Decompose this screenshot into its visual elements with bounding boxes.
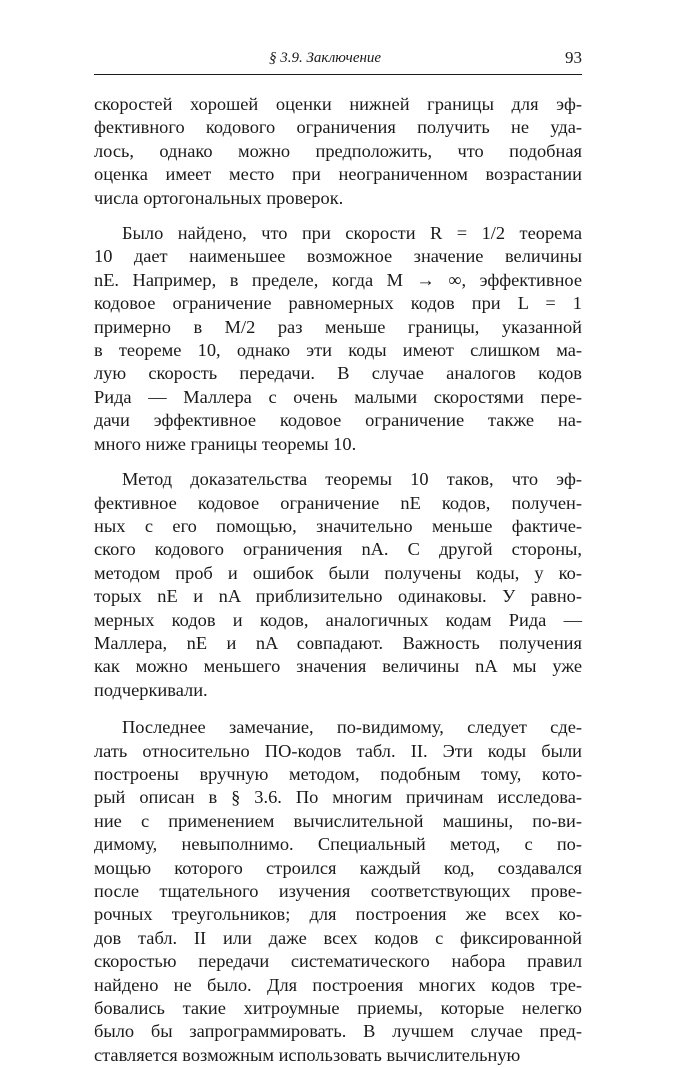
text-line: Было найдено, что при скорости R = 1/2 теорема xyxy=(122,223,582,244)
paragraph-gap xyxy=(94,456,582,468)
text-line: ных с его помощью, значительно меньше фактиче- xyxy=(94,515,582,536)
text-line: ставляется возможным использовать вычислительную xyxy=(94,1044,521,1065)
text-line: оценка имеет место при неограниченном возрастании xyxy=(94,164,582,185)
text-line: лую скорость передачи. В случае аналогов кодов xyxy=(94,363,582,384)
text-line: дов табл. II или даже всех кодов с фиксированной xyxy=(94,927,582,948)
text-line: построены вручную методом, подобным тому, кото- xyxy=(94,763,582,784)
text-line: в теореме 10, однако эти коды имеют слишком ма- xyxy=(94,340,582,361)
text-line: скоростью передачи систематического набора правил xyxy=(94,951,582,972)
running-head xyxy=(94,48,582,72)
text-line: nE. Например, в пределе, когда M → ∞, эффективное xyxy=(94,269,582,290)
text-line: рочных треугольников; для построения же всех ко- xyxy=(94,904,582,925)
paragraph xyxy=(94,716,582,1067)
text-line: после тщательного изучения соответствующих прове- xyxy=(94,881,582,901)
paragraph xyxy=(94,93,582,210)
text-line: было бы запрограммировать. В лучшем случае пред- xyxy=(94,1021,582,1042)
text-line: торых nE и nA приблизительно одинаковы. У равно- xyxy=(94,586,582,607)
paragraph xyxy=(94,222,582,456)
text-line: как можно меньшего значения величины nA мы уже xyxy=(94,656,582,677)
text-line: Последнее замечание, по-видимому, следует сде- xyxy=(122,717,582,738)
text-line: ского кодового ограничения nA. С другой стороны, xyxy=(94,539,582,560)
text-line: лось, однако можно предположить, что подобная xyxy=(94,140,582,161)
text-line: кодовое ограничение равномерных кодов при L = 1 xyxy=(94,293,582,314)
text-line: бовались такие хитроумные приемы, которые нелегко xyxy=(94,998,582,1019)
text-line: мощью которого строился каждый код, создавался xyxy=(94,857,582,878)
text-line: фективного кодового ограничения получить не уда- xyxy=(94,117,582,138)
text-line: много ниже границы теоремы 10. xyxy=(94,433,357,454)
text-line: методом проб и ошибок были получены коды, у ко- xyxy=(94,562,582,583)
book-page xyxy=(94,48,582,1067)
text-line: ние с применением вычислительной машины, по-ви- xyxy=(94,810,582,831)
text-line: примерно в M/2 раз меньше границы, указанной xyxy=(94,316,582,337)
text-line: числа ортогональных проверок. xyxy=(94,187,344,208)
text-line: фективное кодовое ограничение nE кодов, получен- xyxy=(94,492,582,513)
text-line: димому, невыполнимо. Специальный метод, с по- xyxy=(94,834,582,855)
body-text xyxy=(94,93,582,1067)
text-line: 10 дает наименьшее возможное значение величины xyxy=(94,246,582,267)
text-line: лать относительно ПО-кодов табл. II. Эти коды были xyxy=(94,740,582,761)
text-line: Рида — Маллера с очень малыми скоростями пере- xyxy=(94,386,582,407)
paragraph-gap xyxy=(94,210,582,222)
text-line: рый описан в § 3.6. По многим причинам исследова- xyxy=(94,787,582,808)
text-line: найдено не было. Для построения многих кодов тре- xyxy=(94,974,582,995)
text-line: мерных кодов и кодов, аналогичных кодам Рида — xyxy=(94,609,582,630)
text-line: Маллера, nE и nA совпадают. Важность получения xyxy=(94,632,582,653)
text-line: дачи эффективное кодовое ограничение также на- xyxy=(94,410,582,431)
header-rule xyxy=(94,74,582,75)
text-line: подчеркивали. xyxy=(94,679,208,700)
text-line: скоростей хорошей оценки нижней границы для эф- xyxy=(94,94,582,114)
page-number: 93 xyxy=(565,48,582,67)
text-line: Метод доказательства теоремы 10 таков, что эф- xyxy=(122,469,582,490)
paragraph-gap xyxy=(94,702,582,716)
section-title: § 3.9. Заключение xyxy=(269,50,382,66)
paragraph xyxy=(94,468,582,702)
